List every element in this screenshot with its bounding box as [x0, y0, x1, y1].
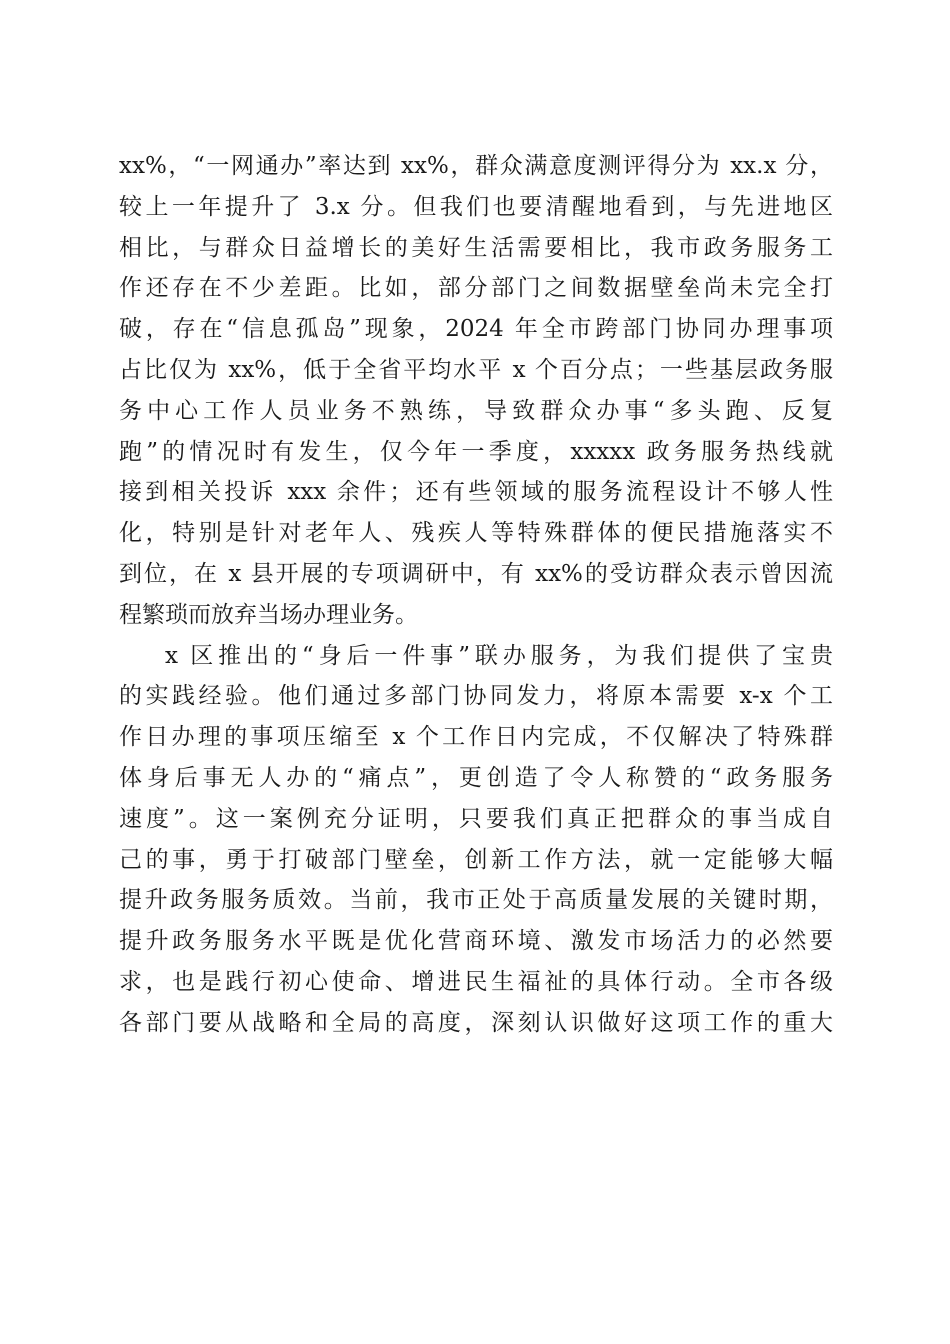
- paragraph-1: [119, 146, 833, 636]
- text-line: xx%，“一网通办”率达到 xx%，群众满意度测评得分为 xx.x 分，: [119, 153, 833, 179]
- text-line: 作日办理的事项压缩至 x 个工作日内完成，不仅解决了特殊群: [119, 724, 833, 751]
- document-body: [119, 146, 833, 1044]
- text-line: 提升政务服务质效。当前，我市正处于高质量发展的关键时期，: [119, 887, 833, 914]
- text-line: 作还存在不少差距。比如，部分部门之间数据壁垒尚未完全打: [119, 275, 833, 302]
- text-line: 体身后事无人办的“痛点”，更创造了令人称赞的“政务服务: [119, 764, 833, 791]
- text-line: 跑”的情况时有发生，仅今年一季度，xxxxx 政务服务热线就: [119, 438, 833, 465]
- paragraph-2: [119, 636, 833, 1044]
- text-line: 程繁琐而放弃当场办理业务。: [119, 601, 418, 628]
- text-line: 到位，在 x 县开展的专项调研中，有 xx%的受访群众表示曾因流: [119, 560, 833, 587]
- text-line: 速度”。这一案例充分证明，只要我们真正把群众的事当成自: [119, 805, 833, 832]
- text-line: 占比仅为 xx%，低于全省平均水平 x 个百分点；一些基层政务服: [119, 356, 833, 383]
- text-line: 己的事，勇于打破部门壁垒，创新工作方法，就一定能够大幅: [119, 846, 833, 873]
- text-line: 各部门要从战略和全局的高度，深刻认识做好这项工作的重大: [119, 1009, 833, 1036]
- text-line: 相比，与群众日益增长的美好生活需要相比，我市政务服务工: [119, 234, 833, 261]
- text-line: 较上一年提升了 3.x 分。但我们也要清醒地看到，与先进地区: [119, 193, 833, 220]
- text-line: 接到相关投诉 xxx 余件；还有些领域的服务流程设计不够人性: [119, 479, 833, 506]
- text-line: 务中心工作人员业务不熟练，导致群众办事“多头跑、反复: [119, 397, 833, 424]
- text-line: x 区推出的“身后一件事”联办服务，为我们提供了宝贵: [165, 642, 833, 669]
- text-line: 化，特别是针对老年人、残疾人等特殊群体的便民措施落实不: [119, 520, 833, 547]
- text-line: 破，存在“信息孤岛”现象，2024 年全市跨部门协同办理事项: [119, 316, 833, 343]
- text-line: 求，也是践行初心使命、增进民生福祉的具体行动。全市各级: [119, 968, 833, 995]
- text-line: 提升政务服务水平既是优化营商环境、激发市场活力的必然要: [119, 928, 833, 955]
- text-line: 的实践经验。他们通过多部门协同发力，将原本需要 x-x 个工: [119, 683, 833, 710]
